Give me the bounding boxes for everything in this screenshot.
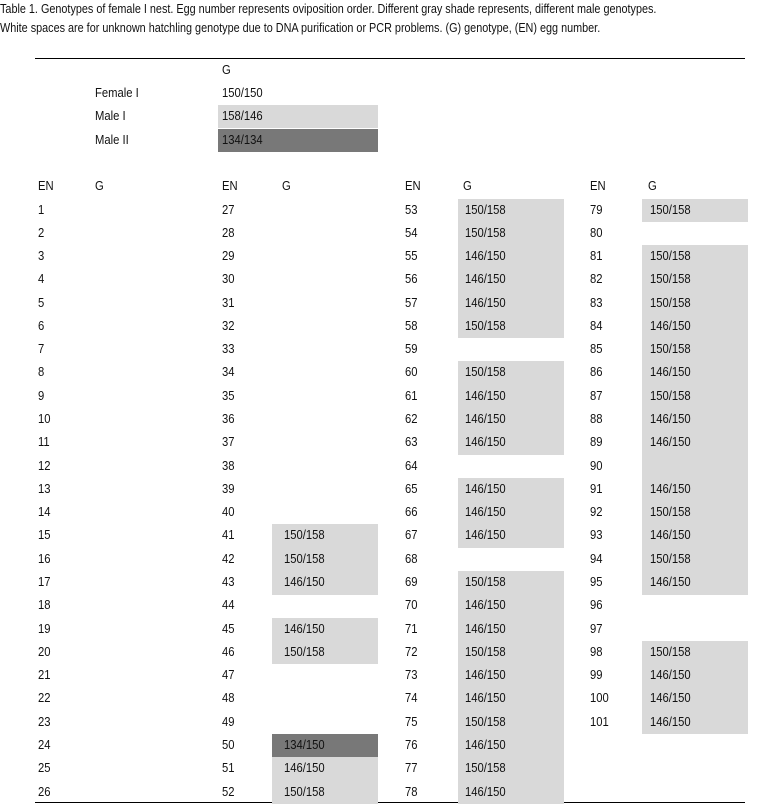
egg-genotype: 146/150	[465, 412, 506, 427]
egg-number: 72	[405, 644, 418, 659]
egg-number: 75	[405, 714, 418, 729]
egg-number: 10	[38, 412, 51, 427]
egg-genotype: 150/158	[650, 249, 691, 264]
egg-genotype: 146/150	[650, 528, 691, 543]
egg-number: 57	[405, 295, 418, 310]
column-header-en: EN	[405, 179, 421, 193]
egg-number: 45	[222, 621, 235, 636]
egg-genotype: 150/158	[650, 644, 691, 659]
egg-genotype: 150/158	[465, 644, 506, 659]
column-header-en: EN	[222, 179, 238, 193]
egg-number: 101	[590, 714, 609, 729]
egg-number: 43	[222, 574, 235, 589]
parent-genotype: 134/134	[222, 132, 263, 147]
egg-genotype: 150/158	[650, 505, 691, 520]
egg-genotype: 146/150	[465, 505, 506, 520]
egg-number: 30	[222, 272, 235, 287]
egg-genotype: 150/158	[650, 342, 691, 357]
egg-genotype: 150/158	[465, 365, 506, 380]
egg-number: 84	[590, 318, 603, 333]
egg-number: 69	[405, 574, 418, 589]
egg-number: 97	[590, 621, 603, 636]
parent-label: Male II	[95, 132, 129, 147]
egg-number: 48	[222, 691, 235, 706]
egg-genotype: 150/158	[465, 225, 506, 240]
egg-genotype: 146/150	[284, 761, 325, 776]
egg-number: 74	[405, 691, 418, 706]
egg-number: 89	[590, 435, 603, 450]
egg-number: 71	[405, 621, 418, 636]
egg-number: 81	[590, 249, 603, 264]
egg-genotype: 146/150	[465, 435, 506, 450]
egg-number: 28	[222, 225, 235, 240]
egg-number: 88	[590, 412, 603, 427]
egg-number: 2	[38, 225, 45, 240]
egg-number: 5	[38, 295, 45, 310]
egg-number: 65	[405, 481, 418, 496]
egg-number: 58	[405, 318, 418, 333]
egg-number: 20	[38, 644, 51, 659]
egg-genotype: 146/150	[465, 388, 506, 403]
egg-number: 34	[222, 365, 235, 380]
egg-number: 15	[38, 528, 51, 543]
egg-number: 78	[405, 784, 418, 799]
egg-number: 64	[405, 458, 418, 473]
egg-genotype: 146/150	[465, 481, 506, 496]
egg-number: 70	[405, 598, 418, 613]
parent-label: Female I	[95, 86, 139, 100]
egg-number: 80	[590, 225, 603, 240]
egg-genotype: 146/150	[465, 668, 506, 683]
parent-label: Male I	[95, 109, 126, 123]
egg-number: 82	[590, 272, 603, 287]
top-rule	[35, 58, 745, 59]
egg-number: 12	[38, 458, 51, 473]
egg-number: 36	[222, 412, 235, 427]
egg-number: 25	[38, 761, 51, 776]
egg-number: 91	[590, 481, 603, 496]
egg-number: 32	[222, 318, 235, 333]
egg-number: 46	[222, 644, 235, 659]
egg-number: 56	[405, 272, 418, 287]
egg-number: 62	[405, 412, 418, 427]
bottom-rule	[35, 802, 745, 803]
egg-number: 87	[590, 388, 603, 403]
egg-number: 35	[222, 388, 235, 403]
egg-number: 67	[405, 528, 418, 543]
parent-genotype: 158/146	[222, 109, 263, 123]
egg-number: 94	[590, 551, 603, 566]
egg-number: 51	[222, 761, 235, 776]
parents-g-header: G	[222, 62, 231, 77]
egg-number: 29	[222, 249, 235, 264]
parent-genotype: 150/150	[222, 86, 263, 100]
egg-number: 98	[590, 644, 603, 659]
egg-genotype: 146/150	[465, 784, 506, 799]
egg-number: 92	[590, 505, 603, 520]
egg-number: 16	[38, 551, 51, 566]
egg-genotype: 146/150	[650, 691, 691, 706]
egg-number: 100	[590, 691, 609, 706]
egg-genotype: 150/158	[465, 574, 506, 589]
egg-genotype: 146/150	[650, 668, 691, 683]
egg-number: 77	[405, 761, 418, 776]
egg-number: 4	[38, 272, 45, 287]
egg-genotype: 150/158	[650, 295, 691, 310]
egg-number: 79	[590, 202, 603, 217]
egg-number: 49	[222, 714, 235, 729]
egg-genotype: 146/150	[650, 412, 691, 427]
egg-genotype: 146/150	[284, 621, 325, 636]
egg-genotype: 146/150	[465, 528, 506, 543]
egg-number: 76	[405, 737, 418, 752]
egg-genotype: 150/158	[465, 202, 506, 217]
column-header-g: G	[282, 179, 291, 193]
column-header-en: EN	[38, 179, 54, 193]
egg-number: 23	[38, 714, 51, 729]
egg-number: 40	[222, 505, 235, 520]
egg-genotype: 150/158	[650, 272, 691, 287]
egg-number: 86	[590, 365, 603, 380]
egg-number: 19	[38, 621, 51, 636]
caption-line-2: White spaces are for unknown hatchling genotype due to DNA purification or PCR problems. (G) genotype, (EN) egg number.	[0, 21, 601, 35]
egg-number: 52	[222, 784, 235, 799]
egg-number: 55	[405, 249, 418, 264]
egg-number: 44	[222, 598, 235, 613]
egg-number: 42	[222, 551, 235, 566]
egg-number: 27	[222, 202, 235, 217]
egg-genotype: 146/150	[465, 621, 506, 636]
column-header-g: G	[463, 179, 472, 193]
egg-number: 11	[38, 435, 50, 450]
egg-number: 13	[38, 481, 51, 496]
egg-genotype: 146/150	[465, 295, 506, 310]
egg-genotype: 146/150	[284, 574, 325, 589]
egg-number: 68	[405, 551, 418, 566]
egg-genotype: 150/158	[650, 202, 691, 217]
egg-number: 85	[590, 342, 603, 357]
egg-number: 3	[38, 249, 45, 264]
egg-number: 83	[590, 295, 603, 310]
egg-number: 50	[222, 737, 235, 752]
egg-genotype: 146/150	[650, 435, 691, 450]
egg-genotype: 150/158	[284, 551, 325, 566]
egg-number: 18	[38, 598, 51, 613]
egg-genotype: 146/150	[465, 691, 506, 706]
egg-genotype: 146/150	[650, 714, 691, 729]
egg-genotype: 146/150	[465, 737, 506, 752]
egg-genotype: 146/150	[650, 365, 691, 380]
egg-genotype: 146/150	[465, 598, 506, 613]
egg-genotype: 146/150	[650, 481, 691, 496]
egg-genotype: 134/150	[284, 737, 325, 752]
egg-genotype: 150/158	[284, 644, 325, 659]
egg-number: 99	[590, 668, 603, 683]
egg-number: 21	[38, 668, 51, 683]
egg-genotype: 150/158	[650, 388, 691, 403]
egg-genotype: 150/158	[465, 714, 506, 729]
egg-number: 93	[590, 528, 603, 543]
egg-number: 96	[590, 598, 603, 613]
egg-number: 7	[38, 342, 45, 357]
column-header-en: EN	[590, 179, 606, 193]
egg-number: 59	[405, 342, 418, 357]
egg-number: 73	[405, 668, 418, 683]
egg-number: 9	[38, 388, 45, 403]
egg-number: 63	[405, 435, 418, 450]
egg-number: 95	[590, 574, 603, 589]
egg-genotype: 146/150	[650, 574, 691, 589]
egg-genotype: 150/158	[650, 551, 691, 566]
egg-number: 33	[222, 342, 235, 357]
egg-genotype: 150/158	[284, 528, 325, 543]
column-header-g: G	[95, 179, 104, 193]
egg-number: 53	[405, 202, 418, 217]
egg-genotype: 146/150	[465, 249, 506, 264]
egg-number: 39	[222, 481, 235, 496]
egg-number: 38	[222, 458, 235, 473]
egg-genotype: 150/158	[465, 761, 506, 776]
egg-number: 66	[405, 505, 418, 520]
egg-number: 14	[38, 505, 51, 520]
egg-number: 22	[38, 691, 51, 706]
egg-number: 54	[405, 225, 418, 240]
egg-number: 24	[38, 737, 51, 752]
egg-number: 1	[38, 202, 45, 217]
table-caption	[0, 0, 656, 38]
egg-genotype: 150/158	[465, 318, 506, 333]
egg-number: 61	[405, 388, 418, 403]
egg-number: 6	[38, 318, 45, 333]
egg-number: 31	[222, 295, 235, 310]
column-header-g: G	[648, 179, 657, 193]
egg-number: 41	[222, 528, 235, 543]
egg-genotype: 146/150	[650, 318, 691, 333]
caption-line-1: Table 1. Genotypes of female I nest. Egg number represents oviposition order. Different gray shade represents, different male genotypes.	[0, 2, 657, 16]
egg-number: 17	[38, 574, 51, 589]
egg-number: 26	[38, 784, 51, 799]
egg-number: 37	[222, 435, 235, 450]
egg-number: 8	[38, 365, 45, 380]
genotype-shade	[642, 455, 748, 479]
egg-genotype: 150/158	[284, 784, 325, 799]
egg-genotype: 146/150	[465, 272, 506, 287]
egg-number: 60	[405, 365, 418, 380]
egg-number: 90	[590, 458, 603, 473]
egg-number: 47	[222, 668, 235, 683]
